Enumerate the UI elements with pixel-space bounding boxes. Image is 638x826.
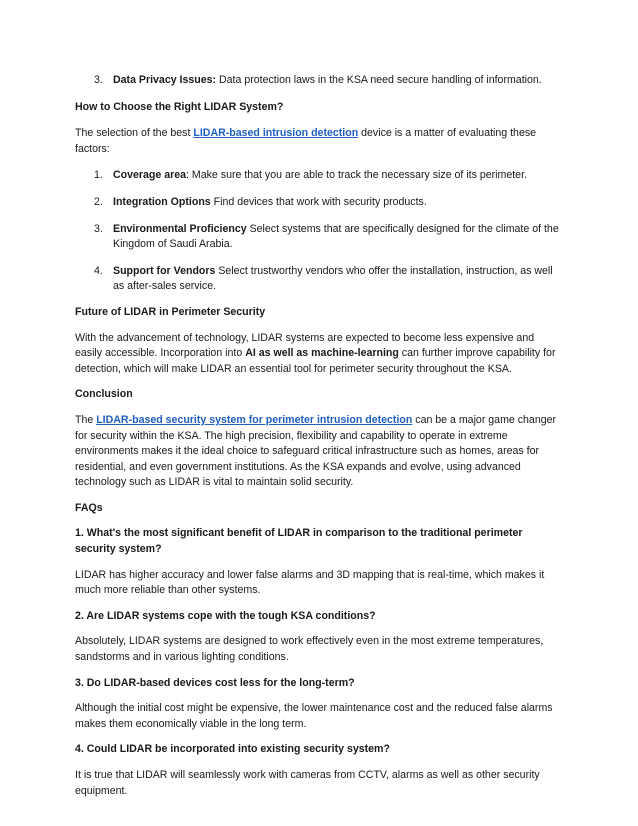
list-item — [75, 168, 564, 184]
text-span: can be a major game changer for security within the KSA. The high precision, flexibility and capability to operate in extreme environments makes it the ideal choice to safeguard critical infrastructure such as homes, areas for residential, and even government institutions. As the KSA expands and evolve, using advanced technology such as LIDAR is vital to maintain solid security. — [75, 413, 557, 489]
faq-question: 1. What's the most significant benefit of LIDAR in comparison to the traditional perimeter security system? — [75, 527, 523, 556]
factors-list — [75, 168, 564, 295]
section-heading-faqs: FAQs — [75, 501, 103, 514]
text-span: The — [75, 413, 97, 426]
list-term: Data Privacy Issues: — [113, 74, 217, 86]
list-number: 3. — [94, 222, 103, 235]
future-paragraph — [75, 331, 564, 378]
faq-answer: Absolutely, LIDAR systems are designed to work effectively even in the most extreme temperatures, sandstorms and in various lighting conditions. — [75, 635, 544, 664]
list-term: Support for Vendors — [113, 264, 216, 277]
link-lidar-security-system[interactable]: LIDAR-based security system for perimeter intrusion detection — [96, 413, 413, 426]
text-span: The selection of the best — [75, 127, 194, 140]
faq-answer: Although the initial cost might be expensive, the lower maintenance cost and the reduced false alarms makes them economically viable in the long term. — [75, 702, 553, 730]
list-number: 3. — [94, 74, 103, 86]
text-span: can further improve capability for detection, which will make LIDAR an essential tool for perimeter security throughout the KSA. — [75, 347, 556, 375]
list-term: Coverage area — [113, 169, 187, 182]
list-item — [75, 264, 564, 295]
list-term: Environmental Proficiency — [113, 222, 247, 235]
list-text: Select trustworthy vendors who offer the installation, instruction, as well as after-sales service. — [113, 264, 553, 293]
list-text: Data protection laws in the KSA need secure handling of information. — [216, 74, 542, 86]
list-number: 2. — [94, 195, 103, 208]
challenges-list — [75, 73, 564, 89]
list-number: 1. — [94, 169, 103, 182]
list-term: Integration Options — [113, 195, 211, 208]
text-span: device is a matter of evaluating these factors: — [75, 127, 537, 155]
faq-question: 2. Are LIDAR systems cope with the tough KSA conditions? — [75, 609, 376, 622]
faq-answer: It is true that LIDAR will seamlessly work with cameras from CCTV, alarms as well as other security equipment. — [75, 769, 540, 797]
list-text: : Make sure that you are able to track the necessary size of its perimeter. — [186, 169, 527, 182]
faq-question: 3. Do LIDAR-based devices cost less for the long-term? — [75, 676, 355, 689]
section-heading-conclusion: Conclusion — [75, 388, 133, 401]
section-heading-future: Future of LIDAR in Perimeter Security — [75, 305, 266, 318]
section-heading-choose: How to Choose the Right LIDAR System? — [75, 100, 284, 113]
faq-answer: LIDAR has higher accuracy and lower false alarms and 3D mapping that is real-time, which makes it much more reliable than other systems. — [75, 568, 545, 597]
list-item — [75, 73, 564, 89]
list-item — [75, 195, 564, 211]
list-item — [75, 222, 564, 253]
list-text: Find devices that work with security products. — [210, 195, 427, 208]
choose-intro — [75, 126, 564, 157]
conclusion-paragraph — [75, 413, 564, 491]
faq-question: 4. Could LIDAR be incorporated into existing security system? — [75, 743, 390, 756]
list-text: Select systems that are specifically designed for the climate of the Kingdom of Saudi Arabia. — [113, 222, 559, 251]
link-lidar-intrusion-detection[interactable]: LIDAR-based intrusion detection — [193, 127, 359, 140]
bold-span: AI as well as machine-learning — [245, 347, 399, 360]
text-span: With the advancement of technology, LIDAR systems are expected to become less expensive and easily accessible. Incorporation into — [75, 331, 535, 360]
list-number: 4. — [94, 264, 103, 277]
